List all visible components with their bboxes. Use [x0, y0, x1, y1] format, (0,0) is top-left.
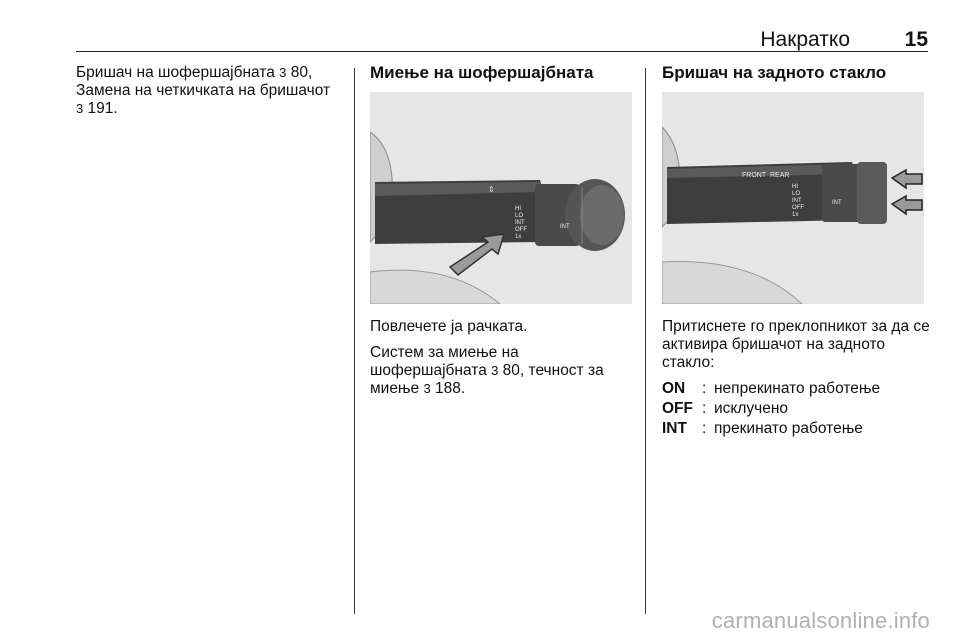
- figure-wiper-stalk-pull: [370, 92, 632, 304]
- stalk-label-hi: HI: [792, 184, 798, 190]
- column-1: [76, 64, 348, 126]
- stalk-label-off: OFF: [515, 227, 527, 233]
- ref-arrow-icon: 3: [76, 101, 84, 116]
- caption-rear-wiper: Притиснете го преклопникот за да се активира бришачот на задното стакло:: [662, 318, 930, 371]
- header-divider: [76, 51, 928, 52]
- ref-text-wiper: Бришач на шофершајбната: [76, 64, 280, 81]
- front-wash-icon: ⇕: [488, 185, 495, 194]
- column-divider-2: [645, 68, 646, 614]
- def-desc-off: исклучено: [714, 400, 789, 417]
- stalk-label-rear: REAR: [770, 172, 790, 179]
- def-colon: :: [702, 420, 707, 437]
- ref-page-191[interactable]: 191.: [87, 100, 118, 117]
- column-divider-1: [354, 68, 355, 614]
- caption-wash-text-b[interactable]: 80, течност за миење: [370, 362, 604, 397]
- reference-paragraph: [76, 64, 348, 118]
- stalk-label-lo: LO: [792, 191, 801, 197]
- caption-wash-text-a: Систем за миење на шофершајбната: [370, 344, 519, 379]
- stalk-label-1x: 1x: [515, 234, 522, 240]
- def-desc-on: непрекинато работење: [714, 380, 881, 397]
- def-colon: :: [702, 380, 707, 397]
- def-term-on: ON: [662, 380, 686, 397]
- ref-arrow-icon: 3: [423, 381, 431, 396]
- rear-wiper-switch-illustration: [662, 92, 924, 304]
- page-number: 15: [904, 28, 928, 51]
- def-term-int: INT: [662, 420, 687, 437]
- figure-rear-wiper-switch: [662, 92, 924, 304]
- section-heading-windscreen-wash: Миење на шофершајбната: [370, 63, 594, 82]
- ref-text-blade: Замена на четкичката на бришачот: [76, 82, 331, 99]
- def-colon: :: [702, 400, 707, 417]
- def-desc-int: прекинато работење: [714, 420, 863, 437]
- dial-label-int: INT: [832, 200, 842, 206]
- stalk-label-off: OFF: [792, 205, 804, 211]
- stalk-label-hi: HI: [515, 206, 521, 212]
- column-3: [662, 64, 930, 438]
- stalk-label-int: INT: [515, 220, 525, 226]
- ref-page-80[interactable]: 80,: [290, 64, 313, 81]
- column-2: [370, 64, 635, 406]
- def-term-off: OFF: [662, 400, 693, 417]
- ref-arrow-icon: 3: [279, 65, 287, 80]
- stalk-label-1x: 1x: [792, 212, 799, 218]
- caption-pull-lever: Повлечете ја рачката.: [370, 318, 528, 335]
- wiper-stalk-pull-illustration: [370, 92, 632, 304]
- caption-wash-text-c[interactable]: 188.: [435, 380, 466, 397]
- dial-label-int: INT: [560, 224, 570, 230]
- watermark: carmanualsonline.info: [711, 608, 930, 633]
- caption-wash-system: [370, 344, 635, 398]
- switch-positions-list: [662, 380, 930, 438]
- stalk-label-lo: LO: [515, 213, 524, 219]
- section-heading-rear-wiper: Бришач на задното стакло: [662, 63, 887, 82]
- stalk-label-front: FRONT: [742, 172, 767, 179]
- page-header-title: Накратко: [760, 28, 850, 51]
- ref-arrow-icon: 3: [491, 363, 499, 378]
- stalk-label-int: INT: [792, 198, 802, 204]
